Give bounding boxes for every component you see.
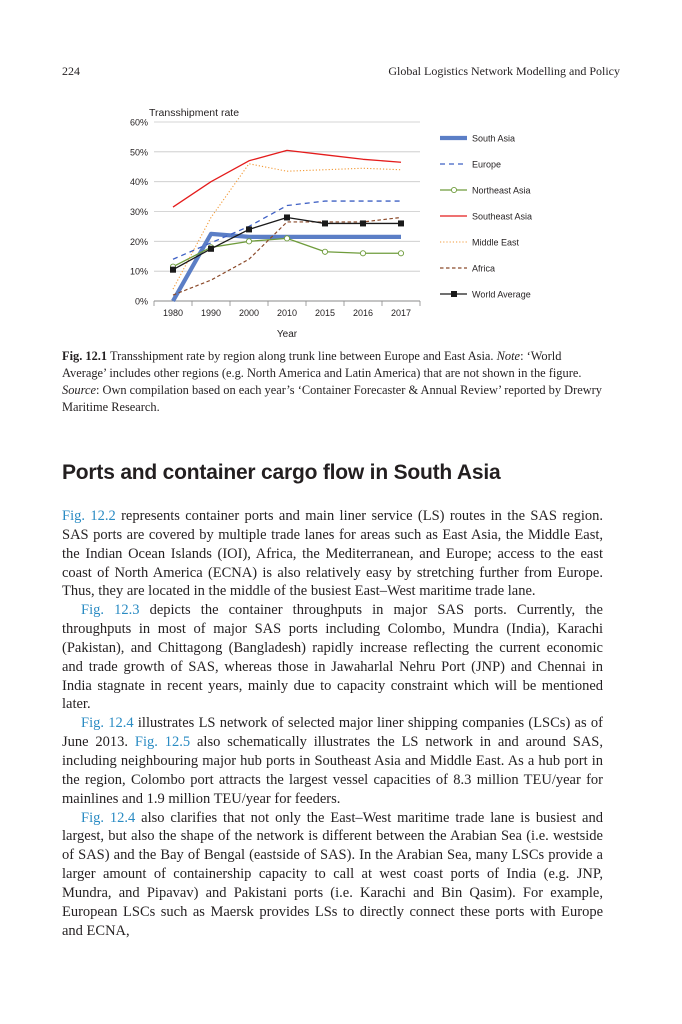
series-line-southeast-asia — [173, 150, 401, 207]
series-line-africa — [173, 217, 401, 295]
chart-svg — [62, 100, 620, 348]
paragraph-text: represents container ports and main liner service (LS) routes in the SAS region. SAS ports are covered by multiple trade lanes for areas such as East Asia, the Middle East, the Indian Ocean Islands (IOI), Africa, the Mediterranean, and Europe; access to the east coast of North America (ECNA) is also relatively easy by stretching further from Europe. Thus, they are located in the middle of the busiest East–West maritime trade lane. — [62, 508, 604, 600]
x-tick-label: 2015 — [314, 308, 336, 318]
data-point-northeast-asia — [398, 251, 403, 256]
legend-marker-world-average — [451, 291, 457, 297]
page-number: 224 — [62, 64, 80, 78]
paragraph-text: also clarifies that not only the East–West maritime trade lane is busiest and largest, but also the shape of the network is different between the Arabian Sea (i.e. westside of SAS) and the Bay of Bengal (eastside of SAS). In the Arabian Sea, many LSCs provide a larger amount of containership capacity to call at west coast ports of India (e.g. JNP, Mundra, and Pipavav) and Pakistani ports (i.e. Karachi and Bin Qasim). For example, European LSCs such as Maersk provides LSs to directly connect these ports with Europe and ECNA, — [62, 809, 603, 939]
figure-link[interactable]: Fig. 12.4 — [81, 809, 136, 826]
x-tick-label: 1980 — [162, 308, 184, 318]
caption-note-text: : ‘World Average’ includes other regions (e.g. North America and Latin America) that are not shown in the figure. — [62, 349, 582, 380]
data-point-northeast-asia — [246, 239, 251, 244]
legend-marker-northeast-asia — [451, 187, 456, 192]
paragraph-text: depicts the container throughputs in major SAS ports. Currently, the throughputs in most of major SAS ports including Colombo, Mundra (India), Karachi (Pakistan), and Chittagong (Bangladesh) rapidly increase reflecting the current economic and trade growth of SAS, whereas those in Jawaharlal Nehru Port (JNP) and Chennai in India stagnate in recent years, mainly due to capacity constraint which will be mentioned later. — [62, 602, 603, 713]
caption-source-label: Source — [62, 383, 96, 397]
running-head — [62, 64, 620, 79]
legend-label-northeast-asia: Northeast Asia — [472, 185, 531, 196]
y-tick-label: 40% — [129, 177, 148, 188]
section-heading: Ports and container cargo flow in South Asia — [62, 461, 501, 484]
paragraph-text: illustrates LS network of selected major liner shipping companies (LSCs) as of June 2013. — [62, 715, 603, 751]
caption-source-text: : Own compilation based on each year’s ‘Container Forecaster & Annual Review’ reported by Drewry Maritime Research. — [62, 383, 602, 414]
legend-label-southeast-asia: Southeast Asia — [472, 211, 533, 222]
figure-link[interactable]: Fig. 12.2 — [62, 508, 116, 524]
y-tick-label: 50% — [129, 147, 148, 158]
caption-note-label: Note — [496, 349, 521, 363]
paragraph-text: also schematically illustrates the LS network in and around SAS, including neighbouring major hub ports in Southeast Asia and Middle East. As a hub port in the region, Colombo port attracts the largest vessel capacities of 8.3 million TEU/year for mainlines and 1.9 million TEU/year for feeders. — [62, 734, 603, 807]
paragraph — [62, 714, 603, 808]
data-point-world-average — [360, 220, 366, 226]
chart-title: Transshipment rate — [149, 107, 240, 119]
paragraph — [62, 601, 603, 714]
x-tick-label: 1990 — [200, 308, 222, 318]
x-tick-label: 2017 — [390, 308, 412, 318]
book-title: Global Logistics Network Modelling and Policy — [388, 64, 620, 78]
figure-link[interactable]: Fig. 12.3 — [81, 602, 140, 619]
legend-label-world-average: World Average — [472, 289, 531, 300]
data-point-world-average — [322, 220, 328, 226]
paragraph — [62, 809, 603, 941]
caption-text: Transshipment rate by region along trunk line between Europe and East Asia. — [109, 349, 494, 363]
y-tick-label: 10% — [129, 266, 148, 277]
transshipment-chart — [62, 100, 620, 348]
data-point-world-average — [208, 246, 214, 252]
legend-label-middle-east: Middle East — [472, 237, 520, 248]
legend-label-south-asia: South Asia — [472, 133, 516, 144]
data-point-northeast-asia — [360, 251, 365, 256]
x-axis-label: Year — [276, 329, 298, 340]
y-tick-label: 30% — [129, 207, 148, 217]
data-point-northeast-asia — [322, 249, 327, 254]
legend-label-europe: Europe — [472, 159, 502, 170]
body-text — [62, 507, 603, 940]
data-point-world-average — [284, 214, 290, 220]
legend-label-africa: Africa — [472, 263, 496, 274]
paragraph — [62, 507, 603, 601]
data-point-northeast-asia — [284, 236, 289, 241]
x-tick-label: 2010 — [276, 308, 298, 318]
series-line-middle-east — [173, 164, 401, 289]
caption-label: Fig. 12.1 — [62, 349, 108, 363]
x-tick-label: 2016 — [352, 308, 374, 318]
data-point-world-average — [246, 226, 252, 232]
y-tick-label: 20% — [129, 236, 148, 247]
figure-link[interactable]: Fig. 12.4 — [81, 715, 134, 732]
y-tick-label: 60% — [129, 117, 148, 128]
x-tick-label: 2000 — [238, 308, 260, 318]
figure-caption — [62, 348, 602, 416]
data-point-world-average — [398, 220, 404, 226]
figure-link[interactable]: Fig. 12.5 — [134, 734, 191, 751]
y-tick-label: 0% — [134, 296, 148, 307]
data-point-world-average — [170, 267, 176, 273]
